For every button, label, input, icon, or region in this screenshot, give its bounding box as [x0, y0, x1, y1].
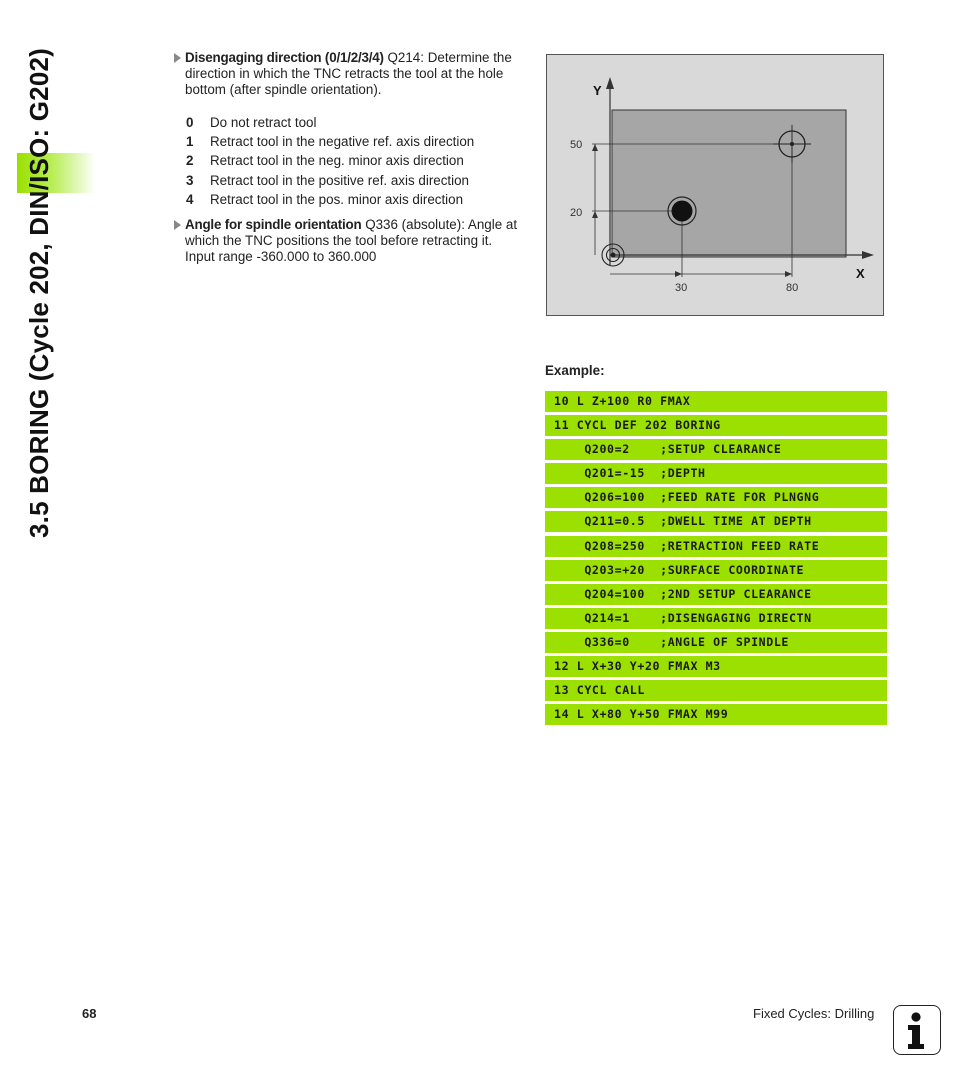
info-glyph	[894, 1006, 939, 1053]
workpiece-block	[612, 110, 846, 257]
code-listing	[545, 391, 887, 728]
info-icon[interactable]	[893, 1005, 941, 1055]
code-line: Q336=0 ;ANGLE OF SPINDLE	[545, 632, 887, 653]
code-line: Q204=100 ;2ND SETUP CLEARANCE	[545, 584, 887, 605]
list-item: 3 Retract tool in the positive ref. axis direction	[186, 172, 470, 188]
x-axis-label: X	[856, 266, 865, 281]
code-line: Q211=0.5 ;DWELL TIME AT DEPTH	[545, 511, 887, 532]
list-item: 0 Do not retract tool	[186, 115, 317, 130]
list-item: 2 Retract tool in the neg. minor axis direction	[186, 153, 464, 169]
code-line: 14 L X+80 Y+50 FMAX M99	[545, 704, 887, 725]
x-tick-label: 80	[786, 282, 799, 294]
code-line: 13 CYCL CALL	[545, 680, 887, 701]
workpiece-diagram	[546, 54, 884, 316]
code-line: Q206=100 ;FEED RATE FOR PLNGNG	[545, 487, 887, 508]
side-title-text: 3.5 BORING (Cycle 202, DIN/ISO: G202)	[24, 47, 54, 538]
hole-center-dot	[790, 142, 794, 146]
code-line: Q203=+20 ;SURFACE COORDINATE	[545, 560, 887, 581]
code-line: Q208=250 ;RETRACTION FEED RATE	[545, 536, 887, 557]
param-description: Q336 (absolute): Angle at which the TNC positions the tool before retracting it. Input range -360.000 to 360.000	[185, 217, 518, 264]
code-line: Q214=1 ;DISENGAGING DIRECTN	[545, 608, 887, 629]
dim-arrow-icon	[592, 211, 598, 218]
list-item: 4 Retract tool in the pos. minor axis direction	[186, 191, 464, 207]
options-list	[186, 113, 474, 209]
chapter-side-title	[17, 20, 61, 540]
param-disengaging-direction	[174, 50, 524, 98]
bullet-arrow-icon	[174, 53, 181, 63]
dim-arrow-icon	[785, 271, 792, 277]
tool-icon	[672, 201, 693, 222]
code-line: 10 L Z+100 R0 FMAX	[545, 391, 887, 412]
origin-dot	[611, 253, 616, 258]
param-title: Disengaging direction (0/1/2/3/4)	[185, 50, 384, 65]
diagram-svg	[547, 55, 885, 317]
code-line: 11 CYCL DEF 202 BORING	[545, 415, 887, 436]
footer-section-title: Fixed Cycles: Drilling	[753, 1006, 875, 1021]
y-axis-arrow-icon	[606, 77, 614, 89]
dim-arrow-icon	[592, 144, 598, 151]
y-axis-label: Y	[593, 83, 602, 98]
x-tick-label: 30	[675, 282, 688, 294]
code-line: Q200=2 ;SETUP CLEARANCE	[545, 439, 887, 460]
code-line: Q201=-15 ;DEPTH	[545, 463, 887, 484]
param-description: Q214: Determine the direction in which the TNC retracts the tool at the hole bottom (after spindle orientation).	[185, 50, 512, 97]
param-spindle-angle	[174, 217, 524, 265]
list-item: 1 Retract tool in the negative ref. axis direction	[186, 134, 475, 150]
code-line: 12 L X+30 Y+20 FMAX M3	[545, 656, 887, 677]
example-label: Example:	[545, 363, 605, 378]
dim-arrow-icon	[675, 271, 682, 277]
x-axis-arrow-icon	[862, 251, 874, 259]
param-title: Angle for spindle orientation	[185, 217, 362, 232]
page-number: 68	[82, 1006, 97, 1021]
y-tick-label: 50	[570, 139, 583, 151]
y-tick-label: 20	[570, 207, 583, 219]
bullet-arrow-icon	[174, 220, 181, 230]
